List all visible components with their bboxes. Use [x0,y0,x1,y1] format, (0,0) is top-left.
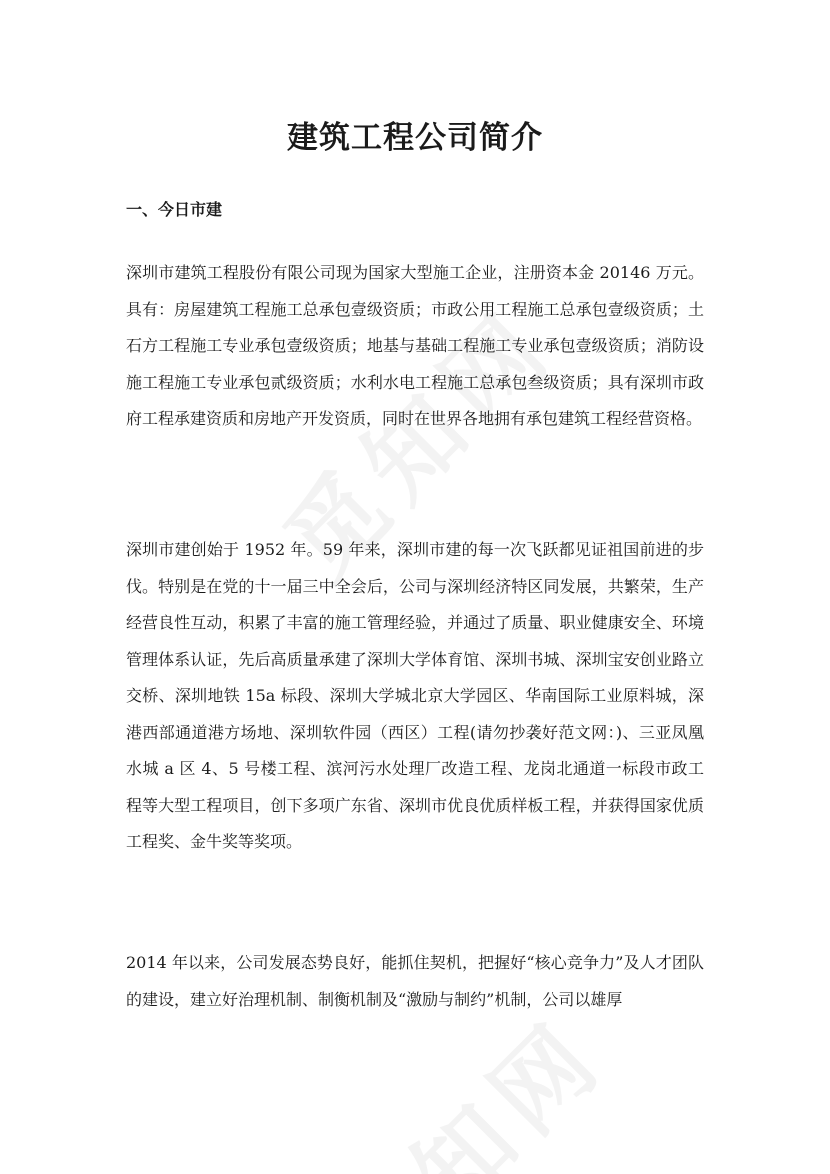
document-title: 建筑工程公司简介 [287,120,543,156]
section-heading: 一、今日市建 [126,200,223,219]
paragraph-company-history: 深圳市建创始于 1952 年。59 年来，深圳市建的每一次飞跃都见证祖国前进的步伐。特别是在党的十一届三中全会后，公司与深圳经济特区同发展，共繁荣，生产经营良性互动，积累了丰富的施工管理经验，并通过了质量、职业健康安全、环境管理体系认证，先后高质量承建了深圳大学体育馆、深圳书城、深圳宝安创业路立交桥、深圳地铁 15a 标段、深圳大学城北京大学园区、华南国际工业原料城，深港西部通道港方场地、深圳软件园（西区）工程(请勿抄袭好范文网：)、三亚凤凰水城 a 区 4、5 号楼工程、滨河污水处理厂改造工程、龙岗北通道一标段市政工程等大型工程项目，创下多项广东省、深圳市优良优质样板工程，并获得国家优质工程奖、金牛奖等奖项。 [126,540,704,851]
paragraph-company-qualifications: 深圳市建筑工程股份有限公司现为国家大型施工企业，注册资本金 20146 万元。具有：房屋建筑工程施工总承包壹级资质；市政公用工程施工总承包壹级资质；土石方工程施工专业承包壹级资质；地基与基础工程施工专业承包壹级资质；消防设施工程施工专业承包贰级资质；水利水电工程施工总承包叁级资质；具有深圳市政府工程承建资质和房地产开发资质，同时在世界各地拥有承包建筑工程经营资格。 [126,263,704,428]
paragraph-recent-development: 2014 年以来，公司发展态势良好，能抓住契机，把握好“核心竞争力”及人才团队的建设，建立好治理机制、制衡机制及“激励与制约”机制，公司以雄厚 [126,953,704,1009]
